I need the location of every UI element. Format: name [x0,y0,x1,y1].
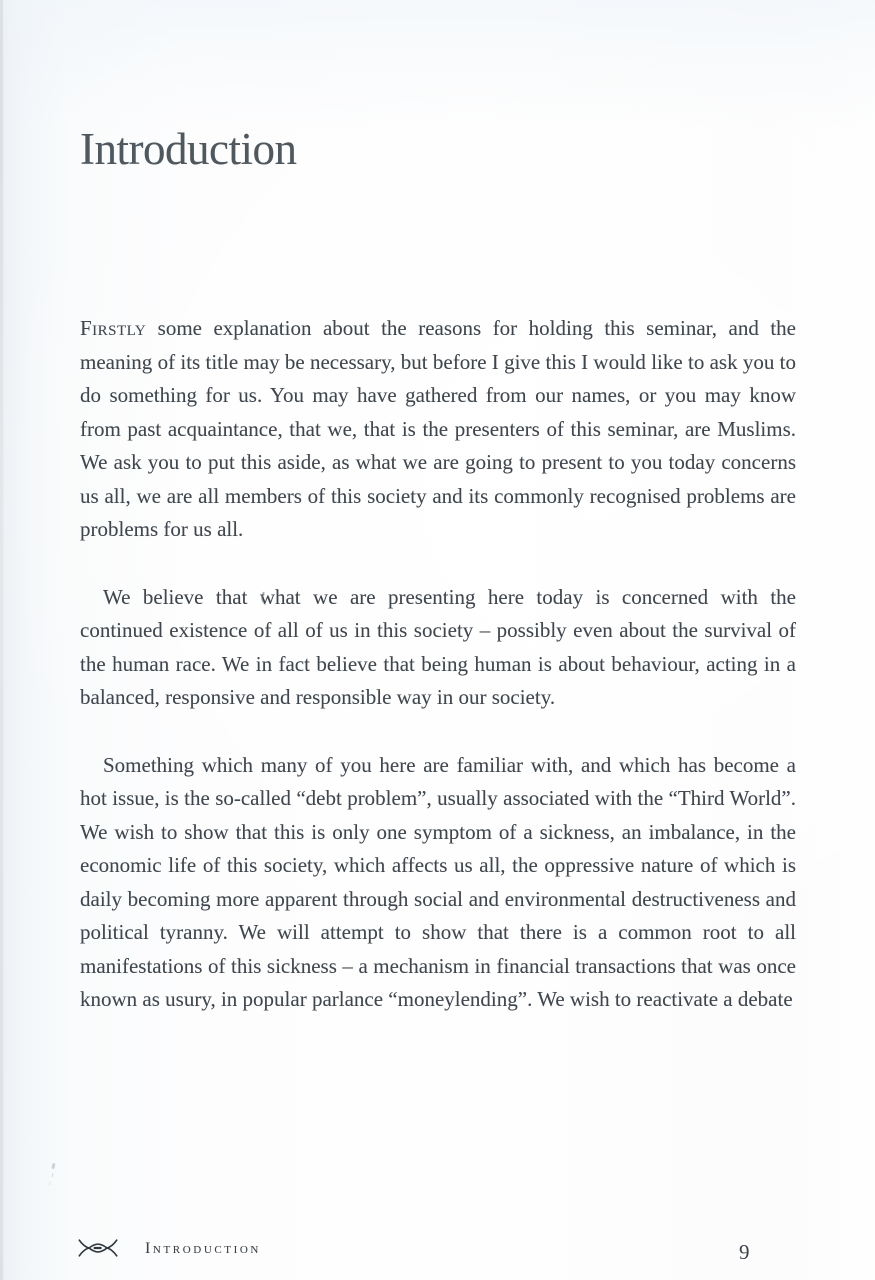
lead-word-smallcaps: Firstly [80,316,147,340]
paragraph-3: Something which many of you here are familiar with, and which has become a hot issue, is the so-called “debt problem”, usually associated with the “Third World”. We wish to show that this is only one symptom of a sickness, an imbalance, in the economic life of this society, which affects us all, the oppressive nature of which is daily becoming more apparent through social and environmental destructiveness and political tyranny. We will attempt to show that there is a common root to all manifestations of this sickness – a mechanism in financial transactions that was once known as usury, in popular parlance “moneylending”. We wish to reactivate a debate [80,752,796,1011]
page-number: 9 [739,1240,750,1264]
paragraph-2: We believe that what we are presenting here today is concerned with the continued existence of all of us in this society – possibly even about the survival of the human race. We in fact believe that being human is about behaviour, acting in a balanced, responsive and responsible way in our society. [80,584,796,709]
chapter-title: Introduction [80,124,297,174]
ink-smudge [51,1163,55,1169]
paragraph-1 [80,312,796,547]
paragraph-1-text: some explanation about the reasons for holding this seminar, and the meaning of its title may be necessary, but before I give this I would like to ask you to do something for us. You may have gathered from our names, or you may know from past acquaintance, that we, that is the presenters of this seminar, are Muslims. We ask you to put this aside, as what we are going to present to you today concerns us all, we are all members of this society and its commonly recognised problems are problems for us all. [80,316,796,541]
running-head: Introduction [145,1240,261,1257]
fish-eye-ornament-icon [76,1239,120,1257]
body-text [80,312,796,1051]
